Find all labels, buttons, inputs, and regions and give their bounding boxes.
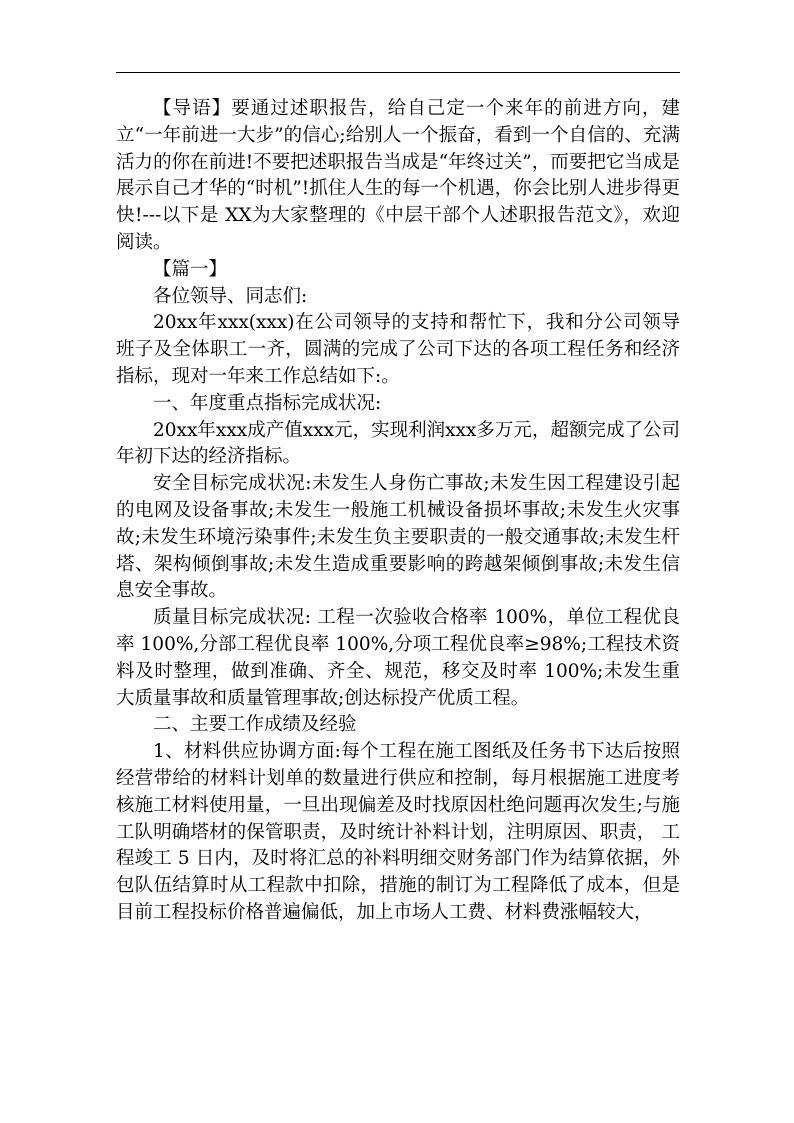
section-heading-achievements: 二、主要工作成绩及经验 (153, 714, 357, 736)
paragraph-quality-goals: 质量目标完成状况: 工程一次验收合格率 100%，单位工程优良率 100%,分部工程优良率 100%,分项工程优良率≥98%;工程技术资料及时整理，做到准确、齐全、规范，移交及时率 100%;未发生重大质量事故和质量管理事故;创达标投产优质工程。 (116, 607, 680, 709)
document-body (116, 96, 680, 927)
paragraph-summary: 20xx年xxx(xxx)在公司领导的支持和帮忙下，我和分公司领导班子及全体职工一齐，圆满的完成了公司下达的各项工程任务和经济指标，现对一年来工作总结如下:。 (116, 312, 680, 387)
section-heading-annual-indicators: 一、年度重点指标完成状况: (153, 392, 382, 414)
salutation: 各位领导、同志们: (153, 285, 308, 307)
section-heading-part-one: 【篇一】 (153, 258, 228, 280)
paragraph-safety-goals: 安全目标完成状况:未发生人身伤亡事故;未发生因工程建设引起的电网及设备事故;未发生一般施工机械设备损坏事故;未发生火灾事故;未发生环境污染事件;未发生负主要职责的一般交通事故;未发生杆塔、架构倾倒事故;未发生造成重要影响的跨越架倾倒事故;未发生信息安全事故。 (116, 473, 680, 602)
paragraph-output: 20xx年xxx成产值xxx元，实现利润xxx多万元，超额完成了公司年初下达的经济指标。 (116, 419, 680, 468)
header-rule (116, 72, 680, 73)
paragraph-material-supply: 1、材料供应协调方面:每个工程在施工图纸及任务书下达后按照经营带给的材料计划单的数量进行供应和控制，每月根据施工进度考核施工材料使用量，一旦出现偏差及时找原因杜绝问题再次发生;与施工队明确塔材的保管职责，及时统计补料计划，注明原因、职责， 工程竣工 5 日内，及时将汇总的补料明细交财务部门作为结算依据，外包队伍结算时从工程款中扣除，措施的制订为工程降低了成本，但是目前工程投标价格普遍偏低，加上市场人工费、材料费涨幅较大， (116, 741, 680, 923)
paragraph-intro: 【导语】要通过述职报告，给自己定一个来年的前进方向，建立“一年前进一大步”的信心;给别人一个振奋，看到一个自信的、充满活力的你在前进!不要把述职报告当成是“年终过关”，而要把它当成是展示自己才华的“时机”!抓住人生的每一个机遇，你会比别人进步得更快!---以下是 XX为大家整理的《中层干部个人述职报告范文》，欢迎阅读。 (116, 98, 680, 253)
